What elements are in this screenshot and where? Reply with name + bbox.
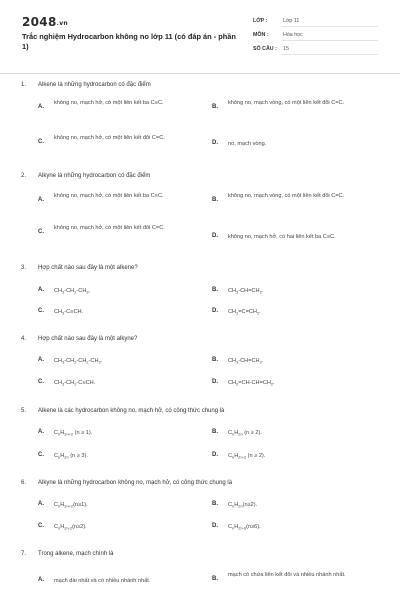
question-text: Hợp chất nào sau đây là một alkyne? bbox=[38, 336, 138, 342]
option-text: $CH_2=C=CH_2$. bbox=[228, 309, 261, 316]
meta-underline bbox=[281, 54, 378, 55]
option-label: A. bbox=[38, 357, 44, 363]
question-number: 4. bbox=[21, 336, 27, 342]
question-number: 3. bbox=[21, 265, 27, 271]
meta-underline bbox=[281, 26, 378, 27]
option-text: no, mạch vòng. bbox=[228, 141, 267, 147]
meta-value: Lớp 11 bbox=[283, 18, 300, 24]
option-text: $C_nH_{2n}$ (n ≥ 3). bbox=[54, 453, 88, 460]
option-label: D. bbox=[212, 233, 218, 239]
option-label: A. bbox=[38, 429, 44, 435]
option-text: $C_nH_{2n-6}(n\ge 6)$. bbox=[228, 524, 261, 531]
option-text: không no, mạch vòng, có một liên kết đôi C=C. bbox=[228, 100, 345, 106]
meta-key: SỐ CÂU : bbox=[253, 46, 277, 52]
question-number: 5. bbox=[21, 408, 27, 414]
option-label: D. bbox=[212, 379, 218, 385]
option-label: B. bbox=[212, 429, 218, 435]
option-text: $CH_3-CH_2-CH_2-CH_3$. bbox=[54, 358, 103, 365]
option-label: A. bbox=[38, 501, 44, 507]
option-label: A. bbox=[38, 197, 44, 203]
question-text: Alkyne là những hydrocarbon có đặc điểm bbox=[38, 173, 151, 179]
option-text: không no, mạch hở, có hai liên kết ba C≡C. bbox=[228, 234, 336, 240]
option-text: $CH_3-CH=CH_2$. bbox=[228, 358, 264, 365]
option-text: mạch có chứa liên kết đôi và nhiều nhánh nhất. bbox=[228, 572, 346, 578]
option-label: C. bbox=[38, 308, 44, 314]
option-text: không no, mạch hở, có một liên kết ba C≡C. bbox=[54, 100, 164, 106]
option-text: $CH_3-CH=CH_2$. bbox=[228, 288, 264, 295]
option-label: C. bbox=[38, 452, 44, 458]
option-label: D. bbox=[212, 308, 218, 314]
meta-value: Hóa học bbox=[283, 32, 303, 38]
option-label: B. bbox=[212, 501, 218, 507]
option-label: B. bbox=[212, 357, 218, 363]
option-text: không no, mạch hở, có một liên kết ba C≡C. bbox=[54, 193, 164, 199]
option-text: $C_nH_{2n}(n\ge 2)$. bbox=[228, 502, 258, 509]
option-text: $CH_3-C\equiv CH$. bbox=[54, 309, 84, 316]
meta-underline bbox=[281, 40, 378, 41]
logo-text: 2048 bbox=[22, 15, 57, 29]
question-text: Alkene là những hydrocarbon có đặc điểm bbox=[38, 82, 151, 88]
site-logo[interactable] bbox=[22, 15, 68, 29]
option-text: mạch dài nhất và có nhiều nhánh nhất. bbox=[54, 578, 151, 584]
option-label: C. bbox=[38, 139, 44, 145]
option-text: $C_nH_{2n+2}(n\ge 1)$. bbox=[54, 502, 88, 509]
question-number: 7. bbox=[21, 551, 27, 557]
question-number: 1. bbox=[21, 82, 27, 88]
option-label: D. bbox=[212, 523, 218, 529]
option-label: B. bbox=[212, 104, 218, 110]
question-text: Hợp chất nào sau đây là một alkene? bbox=[38, 265, 138, 271]
option-label: A. bbox=[38, 287, 44, 293]
option-label: D. bbox=[212, 452, 218, 458]
option-text: $C_nH_{2n}$ (n ≥ 2). bbox=[228, 430, 262, 437]
option-text: $C_nH_{2n-2}(n\ge 2)$. bbox=[54, 524, 87, 531]
option-text: $C_nH_{2n+2}$ (n ≥ 1). bbox=[54, 430, 93, 437]
option-label: B. bbox=[212, 576, 218, 582]
option-text: $CH_3-CH_2-C\equiv CH$. bbox=[54, 380, 96, 387]
page-title: Trắc nghiệm Hydrocarbon không no lớp 11 (có đáp án - phần 1) bbox=[22, 32, 236, 51]
question-text: Alkyne là những hydrocarbon không no, mạch hở, có công thức chung là bbox=[38, 480, 233, 486]
question-number: 6. bbox=[21, 480, 27, 486]
meta-value: 15 bbox=[283, 46, 289, 52]
option-label: C. bbox=[38, 229, 44, 235]
option-text: $C_nH_{2n-2}$ (n ≥ 2). bbox=[228, 453, 266, 460]
option-label: C. bbox=[38, 523, 44, 529]
option-label: A. bbox=[38, 104, 44, 110]
option-text: $CH_3-CH_2-CH_3$. bbox=[54, 288, 91, 295]
meta-key: LỚP : bbox=[253, 18, 268, 24]
option-text: không no, mạch hở, có một liên kết đôi C=C. bbox=[54, 135, 165, 141]
option-label: C. bbox=[38, 379, 44, 385]
option-text: không no, mạch vòng, có một liên kết đôi C=C. bbox=[228, 193, 345, 199]
header-divider bbox=[0, 73, 400, 74]
option-text: $CH_2=CH-CH=CH_2$. bbox=[228, 380, 275, 387]
option-label: B. bbox=[212, 197, 218, 203]
meta-key: MÔN : bbox=[253, 32, 269, 38]
option-label: A. bbox=[38, 577, 44, 583]
question-number: 2. bbox=[21, 173, 27, 179]
option-text: không no, mạch hở, có một liên kết đôi C=C. bbox=[54, 225, 165, 231]
question-text: Trong alkene, mạch chính là bbox=[38, 551, 114, 557]
logo-suffix: .vn bbox=[56, 20, 68, 27]
option-label: D. bbox=[212, 140, 218, 146]
option-label: B. bbox=[212, 287, 218, 293]
question-text: Alkene là các hydrocarbon không no, mạch hở, có công thức chung là bbox=[38, 408, 225, 414]
